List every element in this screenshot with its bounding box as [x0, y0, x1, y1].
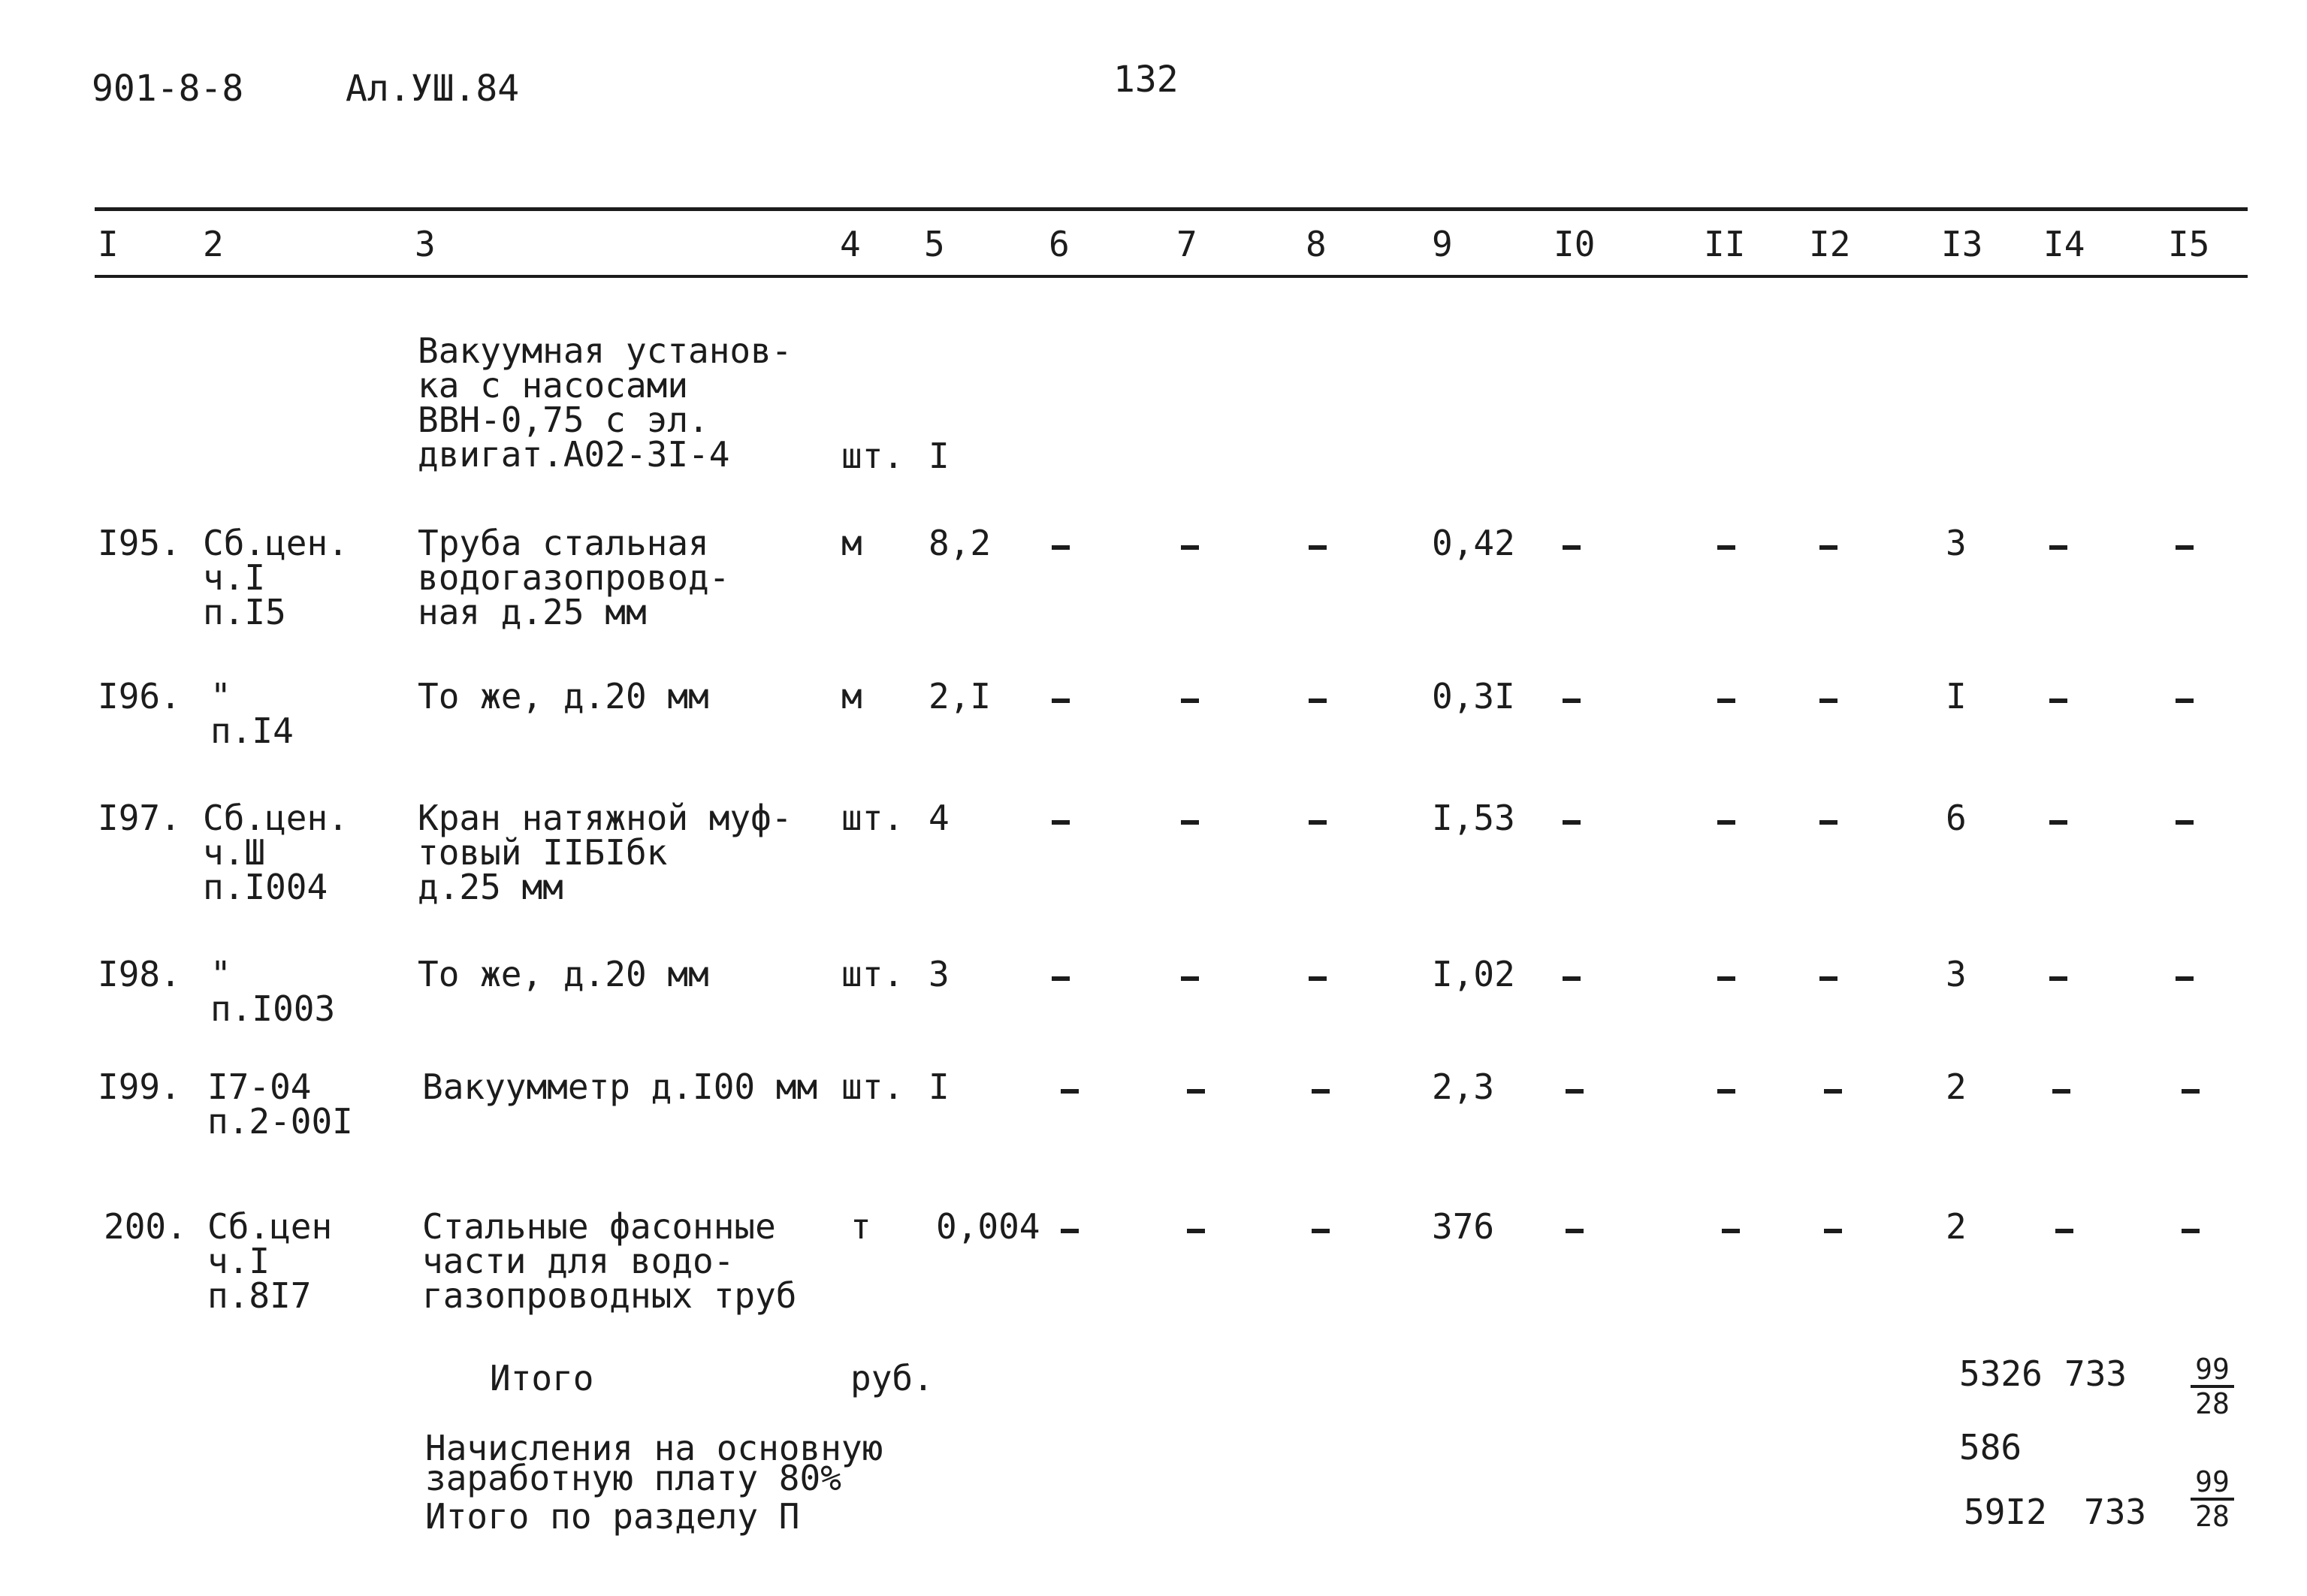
column-header: 8 [1306, 224, 1327, 264]
price-reference: " п.I003 [210, 954, 336, 1029]
item-quantity: 4 [929, 798, 950, 838]
column-header: II [1704, 224, 1746, 264]
unit-price: 2,3 [1432, 1067, 1495, 1107]
album-reference: Ал.УШ.84 [346, 68, 520, 110]
row-total: I [1946, 676, 1967, 717]
column-header: 7 [1176, 224, 1197, 264]
fraction-denominator: 28 [2195, 1500, 2230, 1533]
document-code: 901-8-8 [92, 68, 244, 110]
unit-price: I,02 [1432, 954, 1515, 994]
table-top-rule [95, 207, 2248, 211]
item-unit: шт. [841, 798, 904, 838]
section-total-col14: 733 [2084, 1492, 2147, 1532]
item-name: Труба стальная водогазопровод- ная д.25 мм [418, 523, 730, 632]
item-unit: м [841, 523, 862, 563]
item-unit: т [850, 1206, 871, 1247]
item-quantity: 0,004 [936, 1206, 1040, 1247]
row-total: 6 [1946, 798, 1967, 838]
itogo-label: Итого [490, 1358, 594, 1398]
unit-price: 376 [1432, 1206, 1495, 1247]
column-header: I4 [2043, 224, 2085, 264]
item-unit: м [841, 676, 862, 717]
charges-label: Начисления на основную заработную плату 80% [425, 1428, 883, 1498]
itogo-col15-fraction [2191, 1355, 2234, 1418]
row-total: 2 [1946, 1067, 1967, 1107]
column-header: 5 [924, 224, 945, 264]
column-header: I5 [2168, 224, 2210, 264]
item-quantity: 3 [929, 954, 950, 994]
column-header: 4 [840, 224, 861, 264]
column-header: I3 [1941, 224, 1983, 264]
column-header: I2 [1809, 224, 1851, 264]
item-name: Вакуумная установ- ка с насосами ВВН-0,75 с эл. двигат.А02-3I-4 [418, 330, 793, 475]
item-name: Кран натяжной муф- товый IIБIбк д.25 мм [418, 798, 793, 907]
unit-price: I,53 [1432, 798, 1515, 838]
item-unit: шт. [841, 954, 904, 994]
item-unit: шт. [841, 436, 904, 476]
row-total: 3 [1946, 523, 1967, 563]
price-reference: I7-04 п.2-00I [207, 1067, 353, 1142]
column-header: 9 [1432, 224, 1453, 264]
section-total-col13: 59I2 [1964, 1492, 2047, 1532]
row-number: I95. [98, 523, 181, 563]
row-total: 3 [1946, 954, 1967, 994]
row-number: I96. [98, 676, 181, 717]
column-header: I0 [1554, 224, 1596, 264]
charges-col13: 586 [1959, 1427, 2022, 1468]
unit-price: 0,42 [1432, 523, 1515, 563]
item-unit: шт. [841, 1067, 904, 1107]
item-name: Вакуумметр д.I00 мм [422, 1067, 818, 1107]
itogo-col13: 5326 [1959, 1353, 2043, 1394]
price-reference: Сб.цен. ч.Ш п.I004 [203, 798, 349, 907]
section-total-col15-fraction [2191, 1465, 2234, 1533]
item-quantity: 2,I [929, 676, 992, 717]
row-number: I98. [98, 954, 181, 994]
item-quantity: I [929, 436, 950, 476]
itogo-col14: 733 [2064, 1353, 2127, 1394]
table-header-rule [95, 275, 2248, 278]
item-name: То же, д.20 мм [418, 954, 709, 994]
section-total-label: Итого по разделу П [425, 1496, 800, 1537]
price-reference: Сб.цен. ч.I п.I5 [203, 523, 349, 632]
fraction-denominator: 28 [2195, 1387, 2230, 1420]
item-quantity: 8,2 [929, 523, 992, 563]
item-name: То же, д.20 мм [418, 676, 709, 717]
fraction-numerator: 99 [2195, 1465, 2230, 1498]
column-header: I [98, 224, 119, 264]
page-number: 132 [1113, 59, 1179, 101]
unit-price: 0,3I [1432, 676, 1515, 717]
fraction-numerator: 99 [2195, 1353, 2230, 1386]
itogo-unit: руб. [850, 1358, 934, 1398]
item-name: Стальные фасонные части для водо- газопроводных труб [422, 1206, 797, 1316]
price-reference: Сб.цен ч.I п.8I7 [207, 1206, 333, 1316]
column-header: 6 [1049, 224, 1070, 264]
item-quantity: I [929, 1067, 950, 1107]
row-number: 200. [104, 1206, 187, 1247]
row-number: I99. [98, 1067, 181, 1107]
row-total: 2 [1946, 1206, 1967, 1247]
price-reference: " п.I4 [210, 676, 294, 751]
column-header: 3 [415, 224, 436, 264]
column-header: 2 [203, 224, 224, 264]
row-number: I97. [98, 798, 181, 838]
